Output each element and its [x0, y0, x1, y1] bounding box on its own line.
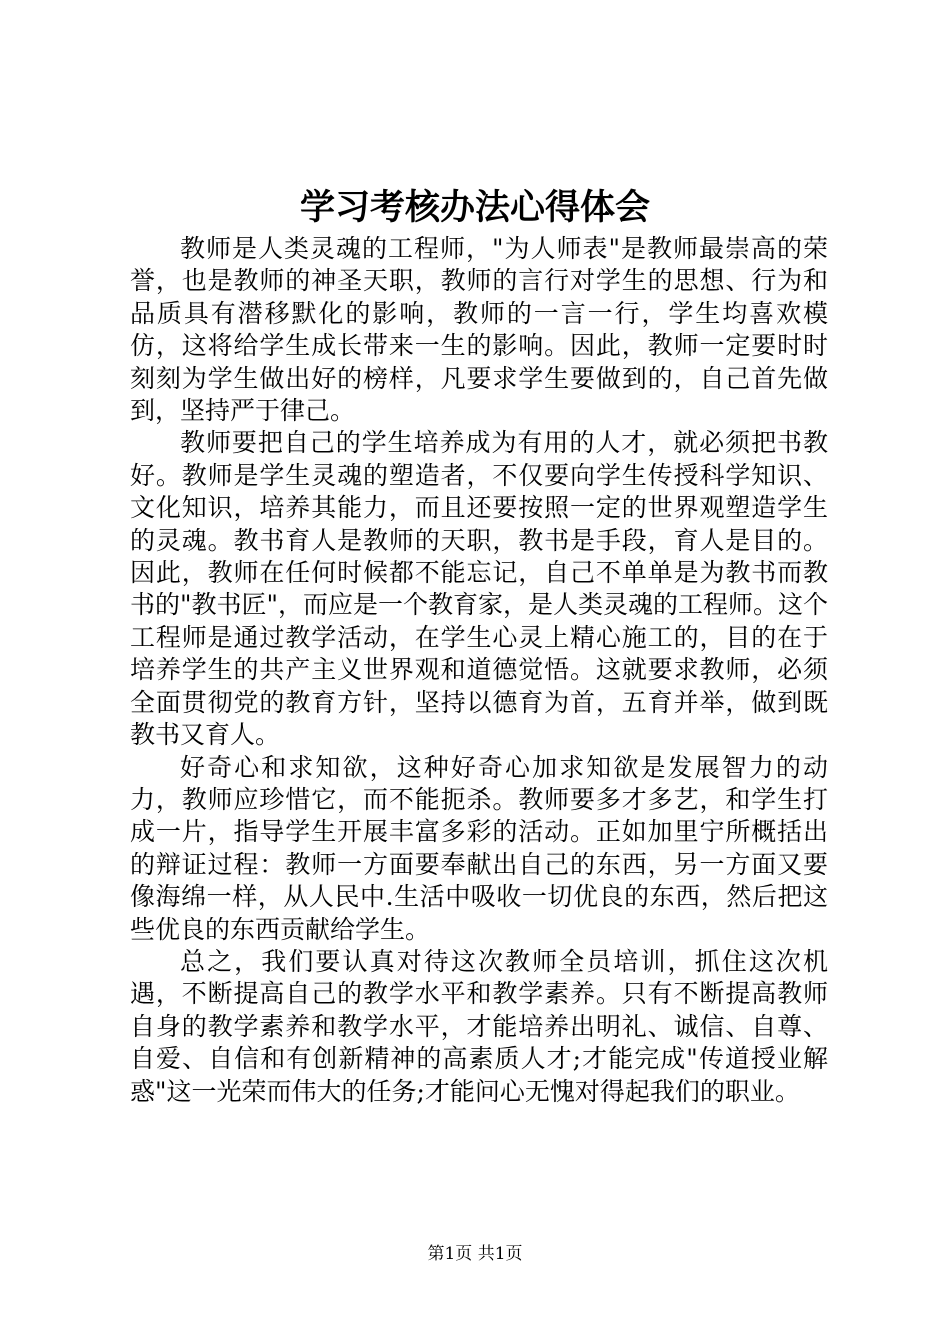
- document-title: 学习考核办法心得体会: [299, 188, 650, 228]
- document-body: [130, 233, 828, 1108]
- paragraph-1: 教师是人类灵魂的工程师，"为人师表"是教师最崇高的荣誉，也是教师的神圣天职，教师的言行对学生的思想、行为和品质具有潜移默化的影响，教师的一言一行，学生均喜欢模仿，这将给学生成长带来一生的影响。因此，教师一定要时时刻刻为学生做出好的榜样，凡要求学生要做到的，自己首先做到，坚持严于律己。: [130, 234, 828, 426]
- paragraph-4: 总之，我们要认真对待这次教师全员培训，抓住这次机遇，不断提高自己的教学水平和教学素养。只有不断提高教师自身的教学素养和教学水平，才能培养出明礼、诚信、自尊、自爱、自信和有创新精神的高素质人才;才能完成"传道授业解惑"这一光荣而伟大的任务;才能问心无愧对得起我们的职业。: [130, 946, 828, 1106]
- page-footer: 第1页 共1页: [427, 1244, 523, 1264]
- paragraph-3: 好奇心和求知欲，这种好奇心加求知欲是发展智力的动力，教师应珍惜它，而不能扼杀。教师要多才多艺，和学生打成一片，指导学生开展丰富多彩的活动。正如加里宁所概括出的辩证过程：教师一方面要奉献出自己的东西，另一方面又要像海绵一样，从人民中.生活中吸收一切优良的东西，然后把这些优良的东西贡献给学生。: [130, 752, 828, 944]
- paragraph-2: 教师要把自己的学生培养成为有用的人才，就必须把书教好。教师是学生灵魂的塑造者，不仅要向学生传授科学知识、文化知识，培养其能力，而且还要按照一定的世界观塑造学生的灵魂。教书育人是教师的天职，教书是手段，育人是目的。因此，教师在任何时候都不能忘记，自己不单单是为教书而教书的"教书匠"，而应是一个教育家，是人类灵魂的工程师。这个工程师是通过教学活动，在学生心灵上精心施工的，目的在于培养学生的共产主义世界观和道德觉悟。这就要求教师，必须全面贯彻党的教育方针，坚持以德育为首，五育并举，做到既教书又育人。: [130, 428, 829, 750]
